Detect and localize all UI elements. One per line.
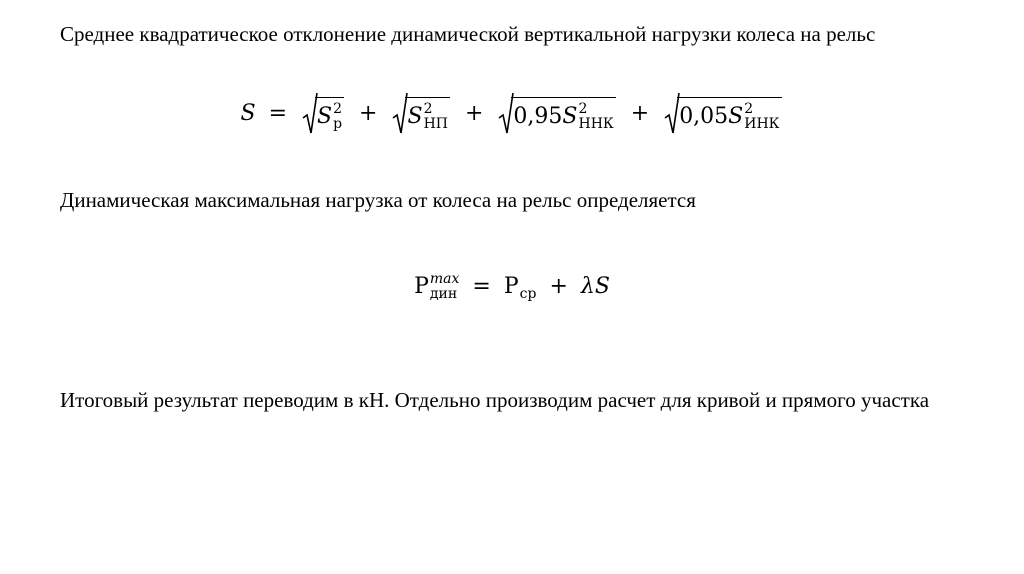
paragraph-dynamic-max-load: Динамическая максимальная нагрузка от колеса на рельс определяется bbox=[60, 188, 696, 212]
formula2-rhs-sub: ср bbox=[519, 286, 537, 302]
term1-sub: р bbox=[333, 115, 343, 132]
plus-1: + bbox=[359, 101, 378, 126]
formula2-rhs-var: Р bbox=[503, 274, 519, 299]
term3-coef: 0,95 bbox=[513, 103, 563, 129]
paragraph-result-conversion: Итоговый результат переводим в кН. Отдельно производим расчет для кривой и прямого участка bbox=[60, 388, 930, 412]
term2-var: S bbox=[407, 103, 423, 129]
formula2-rhs-term: λS bbox=[580, 274, 610, 299]
formula2-lhs-var: Р bbox=[414, 274, 429, 299]
term1-sup: 2 bbox=[333, 100, 342, 117]
plus-2: + bbox=[464, 101, 484, 126]
formula1-equals: = bbox=[268, 101, 287, 126]
term4-coef: 0,05 bbox=[679, 103, 729, 129]
sqrt-term-4 bbox=[664, 92, 781, 136]
formula2-lhs-sub: дин bbox=[429, 286, 458, 302]
formula2-plus: + bbox=[549, 274, 568, 299]
term1-var: S bbox=[317, 103, 333, 129]
term4-sup: 2 bbox=[744, 100, 754, 117]
formula2-equals: = bbox=[472, 274, 491, 299]
term2-sup: 2 bbox=[423, 100, 433, 117]
term3-sup: 2 bbox=[578, 100, 588, 117]
formula-dynamic-max-load bbox=[0, 272, 1024, 302]
sqrt-term-2 bbox=[392, 92, 450, 136]
formula2-lhs-sup: max bbox=[429, 271, 460, 287]
formula-standard-deviation bbox=[0, 92, 1024, 136]
term2-sub: НП bbox=[423, 115, 448, 132]
term3-var: S bbox=[562, 103, 578, 129]
formula1-lhs: S bbox=[240, 101, 256, 126]
paragraph-std-deviation-intro: Среднее квадратическое отклонение динамической вертикальной нагрузки колеса на рельс bbox=[60, 22, 876, 46]
term4-sub: ИНК bbox=[744, 115, 780, 132]
term4-var: S bbox=[728, 103, 744, 129]
sqrt-term-3 bbox=[498, 92, 615, 136]
plus-3: + bbox=[630, 101, 650, 126]
sqrt-term-1 bbox=[302, 92, 344, 136]
term3-sub: ННК bbox=[578, 115, 614, 132]
